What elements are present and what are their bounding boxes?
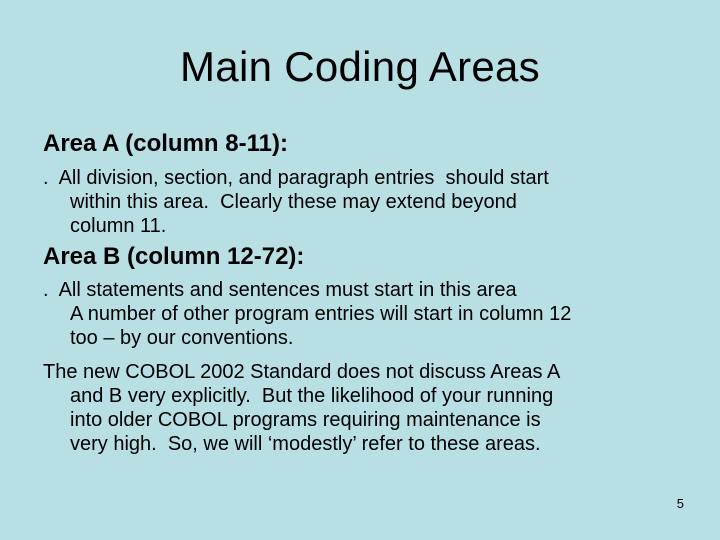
note-line: very high. So, we will ‘modestly’ refer to these areas. — [70, 433, 541, 455]
area-b-description — [43, 278, 683, 350]
area-a-line: column 11. — [70, 215, 167, 237]
page-number: 5 — [676, 496, 684, 511]
area-a-line: within this area. Clearly these may extend beyond — [70, 191, 517, 213]
area-b-line: A number of other program entries will start in column 12 — [70, 303, 572, 325]
note-line: into older COBOL programs requiring maintenance is — [70, 409, 541, 431]
slide-title: Main Coding Areas — [180, 43, 540, 90]
area-b-heading: Area B (column 12-72): — [43, 243, 305, 270]
area-a-description — [43, 166, 683, 238]
area-b-line: too – by our conventions. — [70, 327, 294, 349]
note-line: The new COBOL 2002 Standard does not discuss Areas A — [43, 361, 561, 383]
area-a-heading: Area A (column 8-11): — [43, 130, 288, 157]
note-line: and B very explicitly. But the likelihood of your running — [70, 385, 554, 407]
area-b-line: . All statements and sentences must start in this area — [43, 279, 517, 301]
area-a-line: . All division, section, and paragraph entries should start — [43, 167, 549, 189]
standard-note — [43, 360, 683, 456]
